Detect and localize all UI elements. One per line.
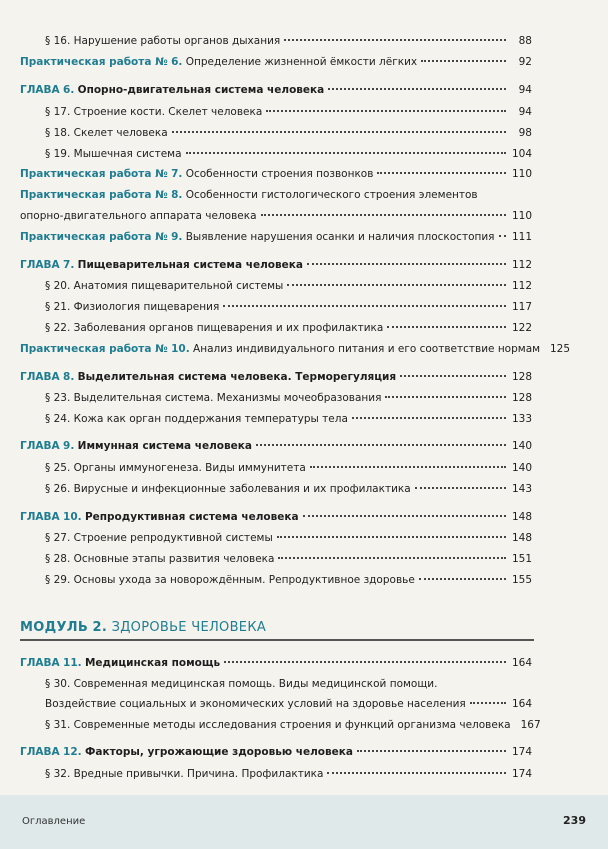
toc-entry-paragraph[interactable] bbox=[0, 279, 608, 293]
page-number: 164 bbox=[511, 698, 532, 710]
paragraph-number: § 22. bbox=[45, 322, 71, 334]
chapter-title: Медицинская помощь bbox=[84, 657, 221, 669]
dot-leader bbox=[261, 213, 506, 216]
toc-entry-practical-work[interactable] bbox=[0, 55, 608, 69]
toc-entry-paragraph-line1[interactable] bbox=[0, 677, 608, 691]
dot-leader bbox=[303, 514, 506, 517]
page-number: 110 bbox=[511, 210, 532, 222]
toc-entry-chapter[interactable] bbox=[0, 745, 608, 759]
toc-entry-practical-work[interactable] bbox=[0, 167, 608, 181]
dot-leader bbox=[256, 443, 506, 446]
chapter-number: 9. bbox=[63, 440, 75, 452]
paragraph-number: § 28. bbox=[45, 553, 71, 565]
entry-title: Органы иммуногенеза. Виды иммунитета bbox=[73, 462, 306, 474]
toc-entry-paragraph[interactable] bbox=[0, 391, 608, 405]
page-number: 110 bbox=[511, 168, 532, 180]
toc-entry-paragraph[interactable] bbox=[0, 718, 608, 732]
dot-leader bbox=[284, 38, 506, 41]
practical-work-number: 10. bbox=[171, 343, 190, 355]
toc-entry-paragraph[interactable] bbox=[0, 531, 608, 545]
practical-work-number: 7. bbox=[171, 168, 183, 180]
toc-entry-paragraph[interactable] bbox=[0, 321, 608, 335]
paragraph-number: § 25. bbox=[45, 462, 71, 474]
page-number: 94 bbox=[518, 84, 532, 96]
entry-title: Физиология пищеварения bbox=[73, 301, 220, 313]
dot-leader bbox=[387, 325, 506, 328]
page-number: 128 bbox=[511, 392, 532, 404]
entry-title: Заболевания органов пищеварения и их профилактика bbox=[73, 322, 384, 334]
paragraph-number: § 29. bbox=[45, 574, 71, 586]
paragraph-number: § 17. bbox=[45, 106, 71, 118]
toc-entry-paragraph[interactable] bbox=[0, 147, 608, 161]
dot-leader bbox=[277, 535, 506, 538]
toc-entry-chapter[interactable] bbox=[0, 370, 608, 384]
page-number: 98 bbox=[518, 127, 532, 139]
chapter-title: Пищеварительная система человека bbox=[77, 259, 303, 271]
module-title: ЗДОРОВЬЕ ЧЕЛОВЕКА bbox=[111, 620, 267, 635]
entry-title: Мышечная система bbox=[73, 148, 182, 160]
page-number: 92 bbox=[518, 56, 532, 68]
chapter-number: 8. bbox=[63, 371, 75, 383]
paragraph-number: § 32. bbox=[45, 768, 71, 780]
page-number: 140 bbox=[511, 462, 532, 474]
chapter-number: 6. bbox=[63, 84, 75, 96]
chapter-keyword: ГЛАВА bbox=[20, 371, 60, 383]
paragraph-number: § 21. bbox=[45, 301, 71, 313]
toc-entry-chapter[interactable] bbox=[0, 656, 608, 670]
practical-work-keyword: Практическая работа № bbox=[20, 168, 168, 180]
chapter-title: Иммунная система человека bbox=[77, 440, 252, 452]
dot-leader bbox=[307, 262, 506, 265]
entry-title: Современные методы исследования строения и функций организма человека bbox=[73, 719, 511, 731]
entry-title: Выделительная система. Механизмы мочеобразования bbox=[73, 392, 382, 404]
dot-leader bbox=[328, 87, 506, 90]
dot-leader bbox=[172, 130, 506, 133]
toc-entry-paragraph[interactable] bbox=[0, 105, 608, 119]
entry-title-continued: опорно-двигательного аппарата человека bbox=[20, 210, 257, 222]
toc-entry-paragraph[interactable] bbox=[0, 126, 608, 140]
entry-title: Определение жизненной ёмкости лёгких bbox=[185, 56, 418, 68]
toc-entry-chapter[interactable] bbox=[0, 83, 608, 97]
page-number: 104 bbox=[511, 148, 532, 160]
paragraph-number: § 18. bbox=[45, 127, 71, 139]
paragraph-number: § 16. bbox=[45, 35, 71, 47]
dot-leader bbox=[327, 771, 506, 774]
dot-leader bbox=[310, 465, 506, 468]
chapter-title: Опорно-двигательная система человека bbox=[77, 84, 325, 96]
chapter-keyword: ГЛАВА bbox=[20, 511, 60, 523]
dot-leader bbox=[385, 395, 506, 398]
dot-leader bbox=[377, 171, 506, 174]
chapter-keyword: ГЛАВА bbox=[20, 440, 60, 452]
page-number: 133 bbox=[511, 413, 532, 425]
paragraph-number: § 31. bbox=[45, 719, 71, 731]
page-footer bbox=[0, 795, 608, 849]
page-number: 174 bbox=[511, 746, 532, 758]
dot-leader bbox=[357, 749, 506, 752]
page-number: 94 bbox=[518, 106, 532, 118]
toc-entry-practical-work[interactable] bbox=[0, 230, 608, 244]
toc-entry-paragraph[interactable] bbox=[0, 573, 608, 587]
page-number: 148 bbox=[511, 511, 532, 523]
chapter-keyword: ГЛАВА bbox=[20, 84, 60, 96]
dot-leader bbox=[186, 151, 506, 154]
page-number: 112 bbox=[511, 259, 532, 271]
module-keyword: МОДУЛЬ bbox=[20, 620, 89, 635]
page-number: 125 bbox=[550, 343, 571, 355]
paragraph-number: § 23. bbox=[45, 392, 71, 404]
module-heading[interactable] bbox=[20, 620, 534, 641]
chapter-keyword: ГЛАВА bbox=[20, 259, 60, 271]
page-number: 88 bbox=[518, 35, 532, 47]
practical-work-keyword: Практическая работа № bbox=[20, 56, 168, 68]
page-number: 122 bbox=[511, 322, 532, 334]
entry-title: Вредные привычки. Причина. Профилактика bbox=[73, 768, 324, 780]
page-number: 112 bbox=[511, 280, 532, 292]
dot-leader bbox=[415, 486, 506, 489]
toc-entry-chapter[interactable] bbox=[0, 439, 608, 453]
dot-leader bbox=[352, 416, 506, 419]
page-number: 167 bbox=[520, 719, 541, 731]
page-number: 174 bbox=[511, 768, 532, 780]
entry-title: Анатомия пищеварительной системы bbox=[73, 280, 284, 292]
page-number: 148 bbox=[511, 532, 532, 544]
dot-leader bbox=[223, 304, 506, 307]
dot-leader bbox=[224, 660, 506, 663]
footer-page-number: 239 bbox=[563, 814, 586, 827]
entry-title: Строение репродуктивной системы bbox=[73, 532, 273, 544]
toc-entry-practical-work-line1[interactable] bbox=[0, 188, 608, 202]
dot-leader bbox=[421, 59, 506, 62]
module-number: 2. bbox=[92, 620, 108, 635]
chapter-title: Факторы, угрожающие здоровью человека bbox=[84, 746, 353, 758]
dot-leader bbox=[499, 234, 507, 237]
entry-title: Строение кости. Скелет человека bbox=[73, 106, 263, 118]
toc-entry-chapter[interactable] bbox=[0, 510, 608, 524]
paragraph-number: § 26. bbox=[45, 483, 71, 495]
chapter-number: 12. bbox=[63, 746, 82, 758]
entry-title: Кожа как орган поддержания температуры тела bbox=[73, 413, 348, 425]
chapter-keyword: ГЛАВА bbox=[20, 746, 60, 758]
dot-leader bbox=[470, 701, 506, 704]
paragraph-number: § 27. bbox=[45, 532, 71, 544]
page-number: 164 bbox=[511, 657, 532, 669]
toc-entry-paragraph[interactable] bbox=[0, 461, 608, 475]
toc-entry-paragraph[interactable] bbox=[0, 412, 608, 426]
chapter-number: 7. bbox=[63, 259, 75, 271]
entry-title: Выявление нарушения осанки и наличия плоскостопия bbox=[185, 231, 495, 243]
entry-title: Современная медицинская помощь. Виды медицинской помощи. bbox=[73, 678, 438, 690]
practical-work-number: 6. bbox=[171, 56, 183, 68]
paragraph-number: § 20. bbox=[45, 280, 71, 292]
toc-entry-paragraph[interactable] bbox=[0, 482, 608, 496]
chapter-title: Репродуктивная система человека bbox=[84, 511, 299, 523]
practical-work-keyword: Практическая работа № bbox=[20, 231, 168, 243]
practical-work-keyword: Практическая работа № bbox=[20, 189, 168, 201]
page-number: 155 bbox=[511, 574, 532, 586]
dot-leader bbox=[287, 283, 506, 286]
dot-leader bbox=[278, 556, 506, 559]
page-number: 143 bbox=[511, 483, 532, 495]
toc-entry-practical-work-line2[interactable] bbox=[0, 209, 608, 223]
chapter-keyword: ГЛАВА bbox=[20, 657, 60, 669]
practical-work-keyword: Практическая работа № bbox=[20, 343, 168, 355]
chapter-number: 10. bbox=[63, 511, 82, 523]
dot-leader bbox=[419, 577, 506, 580]
entry-title-continued: Воздействие социальных и экономических условий на здоровье населения bbox=[45, 698, 466, 710]
page-number: 128 bbox=[511, 371, 532, 383]
dot-leader bbox=[266, 109, 506, 112]
practical-work-number: 8. bbox=[171, 189, 183, 201]
footer-section-title: Оглавление bbox=[22, 816, 86, 827]
practical-work-number: 9. bbox=[171, 231, 183, 243]
toc-entry-practical-work[interactable] bbox=[0, 342, 608, 356]
toc-entry-chapter[interactable] bbox=[0, 258, 608, 272]
toc-entry-paragraph-line2[interactable] bbox=[0, 697, 608, 711]
entry-title: Анализ индивидуального питания и его соответствие нормам bbox=[193, 343, 541, 355]
entry-title: Основы ухода за новорождённым. Репродуктивное здоровье bbox=[73, 574, 415, 586]
dot-leader bbox=[400, 374, 506, 377]
paragraph-number: § 19. bbox=[45, 148, 71, 160]
chapter-title: Выделительная система человека. Терморегуляция bbox=[77, 371, 397, 383]
entry-title: Вирусные и инфекционные заболевания и их профилактика bbox=[73, 483, 411, 495]
entry-title: Нарушение работы органов дыхания bbox=[73, 35, 281, 47]
entry-title: Скелет человека bbox=[73, 127, 168, 139]
paragraph-number: § 30. bbox=[45, 678, 71, 690]
page-number: 111 bbox=[511, 231, 532, 243]
toc-entry-paragraph[interactable] bbox=[0, 300, 608, 314]
page-number: 117 bbox=[511, 301, 532, 313]
entry-title: Основные этапы развития человека bbox=[73, 553, 275, 565]
toc-entry-paragraph[interactable] bbox=[0, 552, 608, 566]
page-number: 151 bbox=[511, 553, 532, 565]
entry-title: Особенности строения позвонков bbox=[185, 168, 374, 180]
toc-entry-paragraph[interactable] bbox=[0, 34, 608, 48]
chapter-number: 11. bbox=[63, 657, 82, 669]
entry-title: Особенности гистологического строения элементов bbox=[185, 189, 478, 201]
page-number: 140 bbox=[511, 440, 532, 452]
paragraph-number: § 24. bbox=[45, 413, 71, 425]
toc-entry-paragraph[interactable] bbox=[0, 767, 608, 781]
